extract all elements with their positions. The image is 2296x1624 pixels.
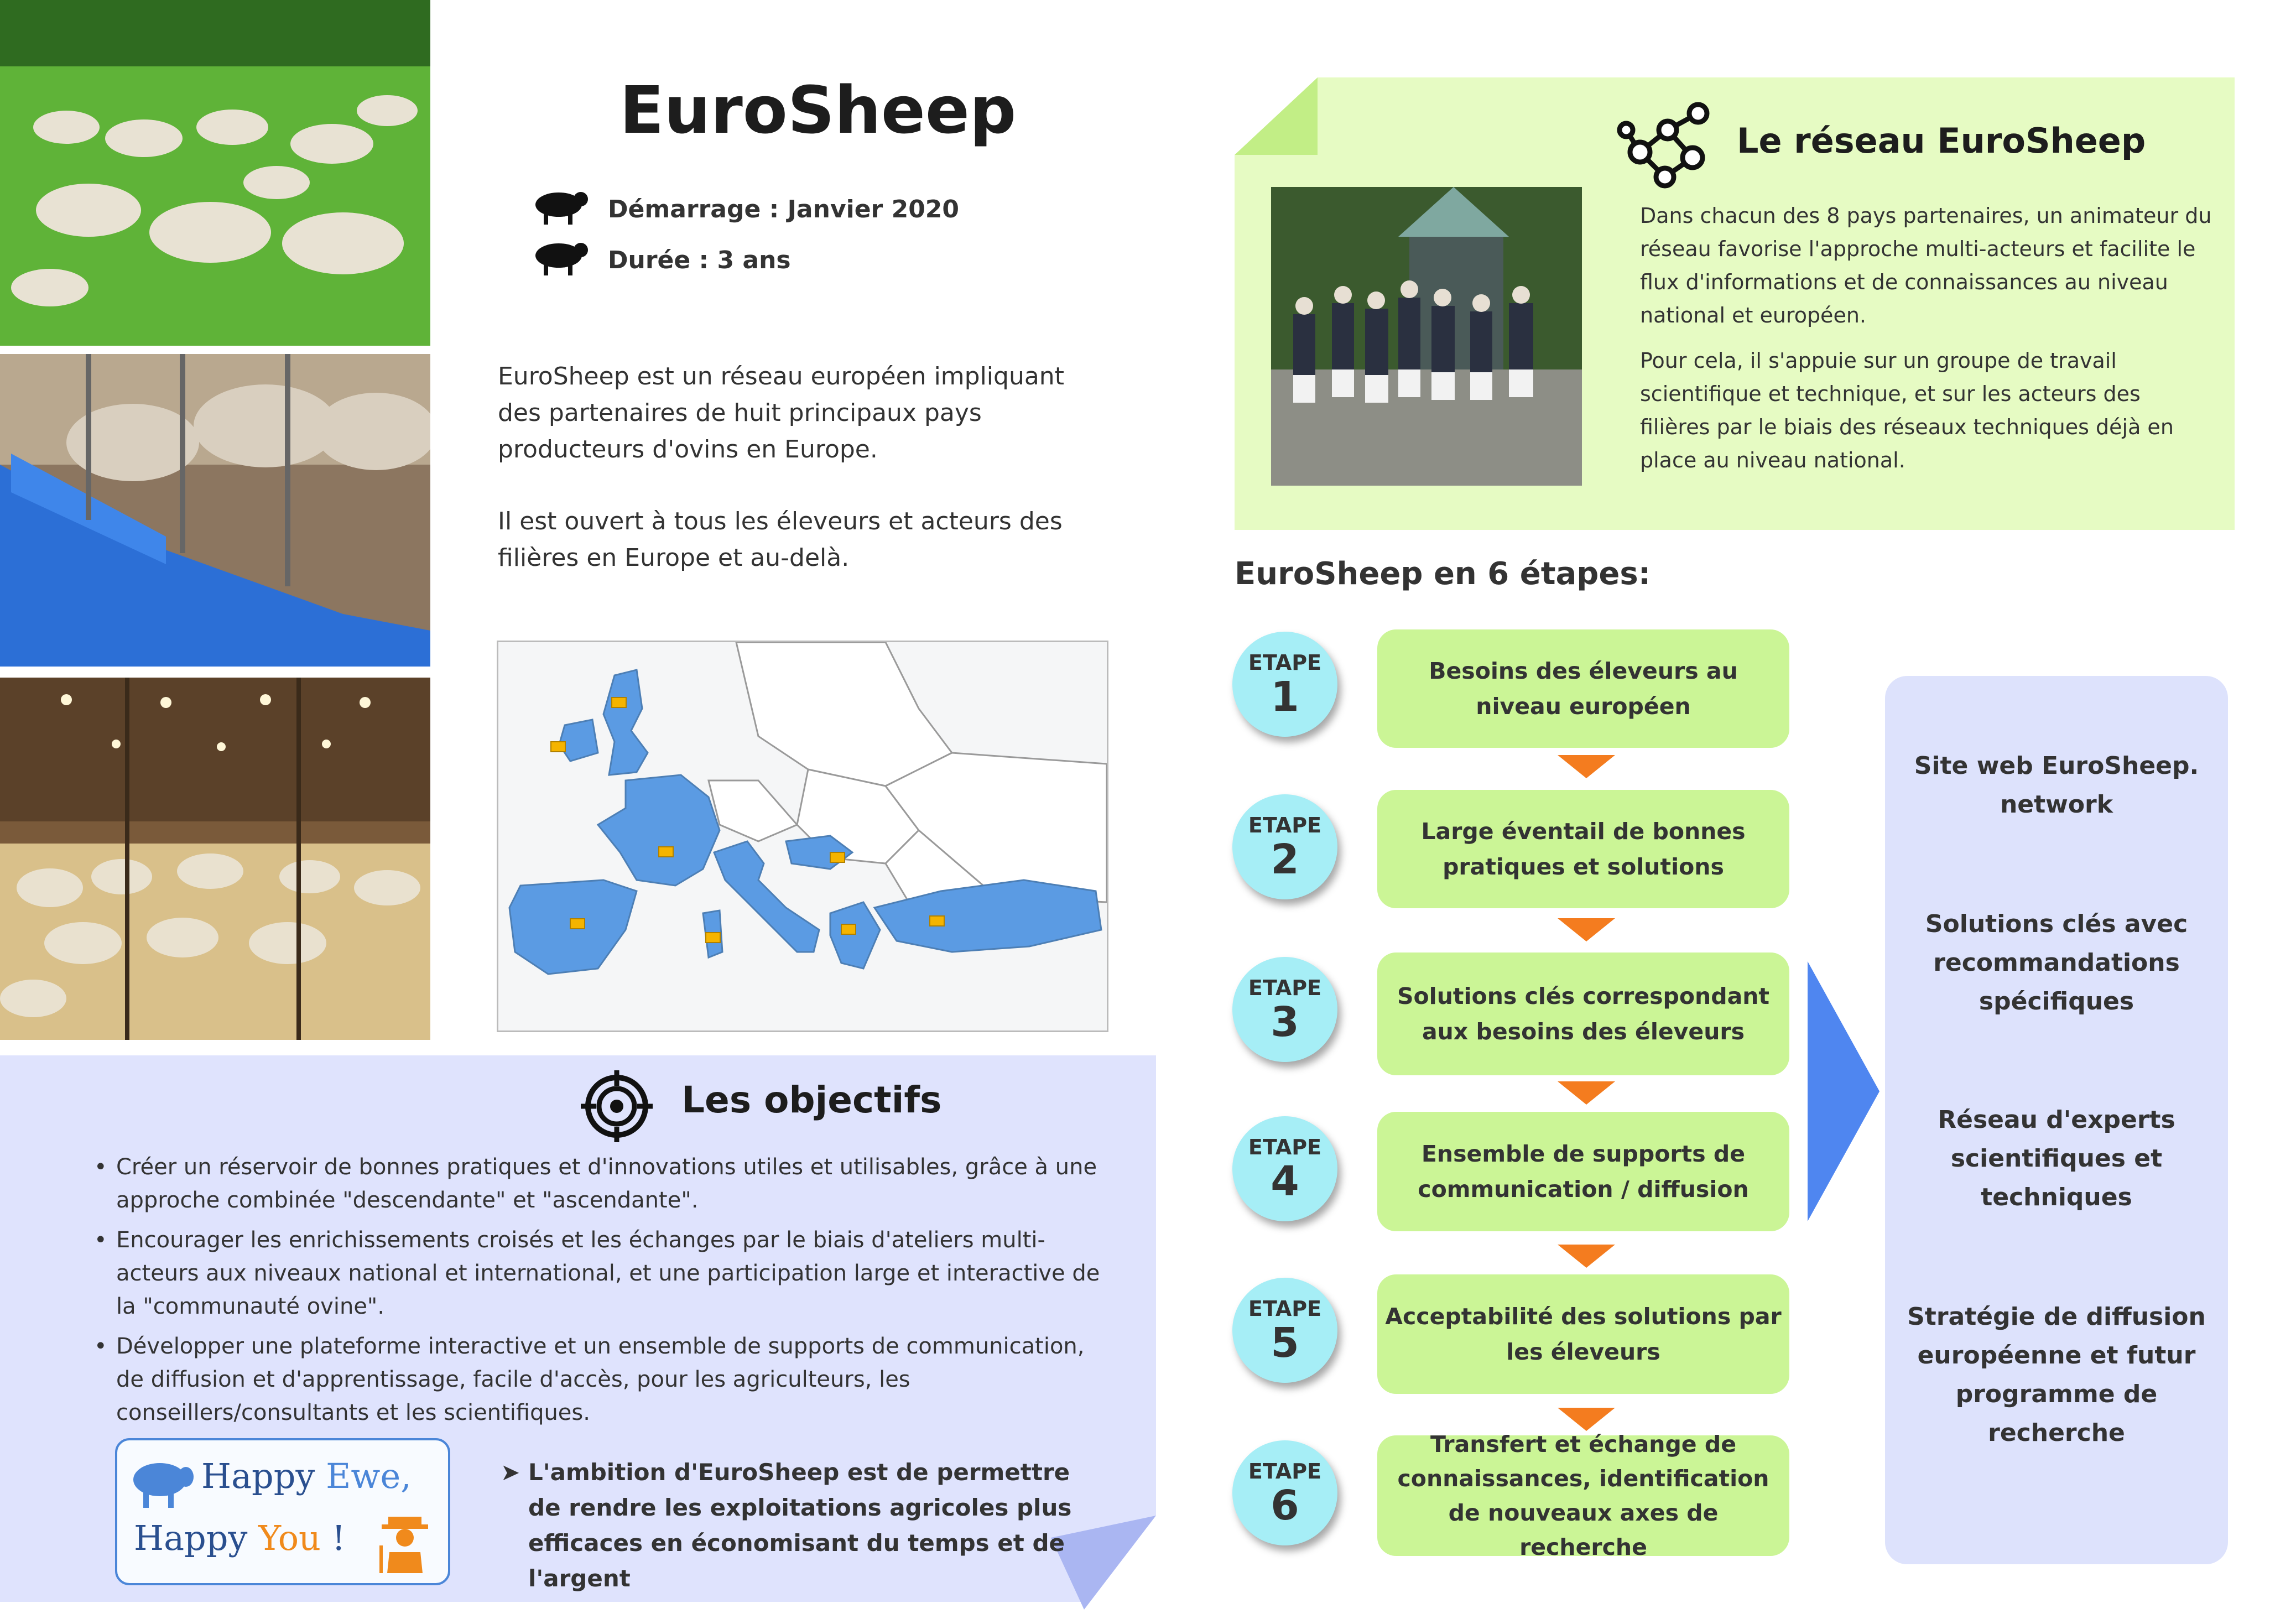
outcome-arrow: [1808, 961, 1880, 1221]
step-arrow: [1558, 1081, 1615, 1105]
step-arrow: [1558, 1245, 1615, 1268]
outcome-item-4: Stratégie de diffusion européenne et futur programme de recherche: [1907, 1303, 2206, 1447]
objective-item: • Développer une plateforme interactive et un ensemble de supports de communication, de diffusion et d'apprentissage, facile d'accès, pour les agriculteurs, les conseillers/consultants et les scientifiques.: [94, 1330, 1106, 1429]
intro-paragraph-2: Il est ouvert à tous les éleveurs et acteurs des filières en Europe et au-delà.: [498, 507, 1063, 572]
page-title: EuroSheep: [619, 72, 1017, 148]
step-box-4: Ensemble de supports de communication / diffusion: [1377, 1112, 1789, 1231]
arrow-bullet: ➤: [501, 1459, 520, 1486]
step-box-5: Acceptabilité des solutions par les éleveurs: [1377, 1274, 1789, 1394]
step-badge-2: ETAPE 2: [1232, 794, 1337, 899]
objective-item: • Créer un réservoir de bonnes pratiques et d'innovations utiles et utilisables, grâce à une approche combinée "descendante" et "ascendante".: [94, 1151, 1106, 1217]
step-arrow: [1558, 918, 1615, 941]
farmer-icon: [377, 1512, 433, 1575]
network-text: [1640, 199, 2215, 477]
network-title: Le réseau EuroSheep: [1737, 121, 2146, 161]
objective-item: • Encourager les enrichissements croisés et les échanges par le biais d'ateliers multi-acteurs aux niveaux national et international, et une participation large et interactive de la "communauté ovine".: [94, 1224, 1106, 1323]
happy-ewe-logo: [115, 1438, 450, 1585]
step-box-1: Besoins des éleveurs au niveau européen: [1377, 629, 1789, 748]
outcome-item-3: Réseau d'experts scientifiques et techniques: [1938, 1106, 2175, 1211]
europe-partner-map: [497, 641, 1108, 1032]
step-badge-1: ETAPE 1: [1232, 632, 1337, 737]
network-photo: [1271, 187, 1582, 486]
start-date-row: [528, 187, 959, 232]
objectives-title: Les objectifs: [681, 1079, 942, 1121]
page-fold-corner: [1235, 77, 1318, 155]
step-box-2: Large éventail de bonnes pratiques et solutions: [1377, 790, 1789, 908]
ambition-statement: [501, 1455, 1109, 1596]
logo-you: You: [258, 1518, 321, 1558]
steps-title: EuroSheep en 6 étapes:: [1235, 556, 1651, 592]
sheep-icon: [129, 1455, 196, 1512]
network-paragraph-2: Pour cela, il s'appuie sur un groupe de travail scientifique et technique, et sur les acteurs des filières par le biais des réseaux techniques déjà en place au niveau national.: [1640, 348, 2174, 472]
step-box-6: Transfert et échange de connaissances, identification de nouveaux axes de recherche: [1377, 1435, 1789, 1556]
ambition-text: L'ambition d'EuroSheep est de permettre de rendre les exploitations agricoles plus efficaces en économisant du temps et de l'argent: [528, 1459, 1072, 1592]
step-box-3: Solutions clés correspondant aux besoins des éleveurs: [1377, 952, 1789, 1075]
network-icon: [1615, 97, 1720, 199]
step-badge-3: ETAPE 3: [1232, 957, 1337, 1062]
logo-ewe: Ewe,: [326, 1456, 412, 1496]
objectives-list: [94, 1151, 1106, 1436]
photo-milking-parlour: [0, 354, 430, 667]
outcome-item-2: Solutions clés avec recommandations spécifiques: [1925, 910, 2188, 1016]
step-badge-5: ETAPE 5: [1232, 1278, 1337, 1383]
photo-sheep-pasture: [0, 0, 430, 346]
step-badge-4: ETAPE 4: [1232, 1116, 1337, 1221]
photo-sheep-barn: [0, 678, 430, 1040]
start-date: Démarrage : Janvier 2020: [608, 195, 960, 223]
target-icon: [581, 1070, 653, 1144]
duration: Durée : 3 ans: [608, 246, 791, 274]
duration-row: [528, 238, 791, 283]
logo-happy-2: Happy: [134, 1518, 248, 1558]
step-arrow: [1558, 755, 1615, 778]
intro-paragraph-1: EuroSheep est un réseau européen impliquant des partenaires de huit principaux pays producteurs d'ovins en Europe.: [498, 362, 1064, 464]
step-badge-6: ETAPE 6: [1232, 1440, 1337, 1545]
outcome-item-1: Site web EuroSheep. network: [1914, 752, 2199, 819]
network-paragraph-1: Dans chacun des 8 pays partenaires, un animateur du réseau favorise l'approche multi-acteurs et facilite le flux d'informations et de connaissances au niveau national et européen.: [1640, 204, 2212, 327]
sheep-icon: [528, 238, 589, 283]
logo-happy-1: Happy: [201, 1456, 315, 1496]
sheep-icon: [528, 187, 589, 232]
logo-exclaim: !: [331, 1518, 346, 1558]
